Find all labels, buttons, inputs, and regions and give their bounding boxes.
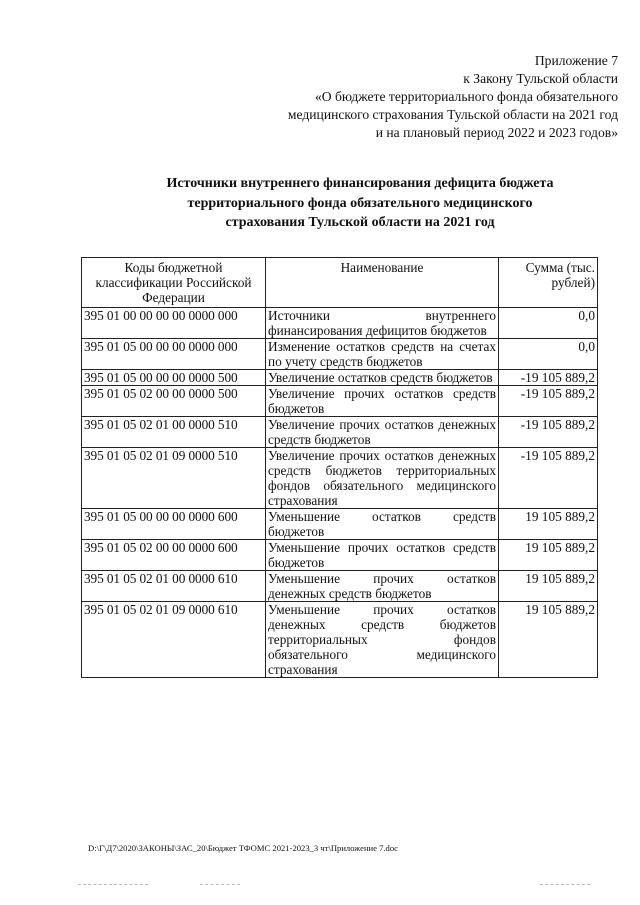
row-name: Изменение остатков средств на счетах по учету средств бюджетов xyxy=(266,339,499,370)
financing-sources-table xyxy=(81,257,598,678)
row-code: 395 01 05 02 01 00 0000 610 xyxy=(82,571,266,602)
row-sum: 19 105 889,2 xyxy=(499,540,598,571)
table-row xyxy=(82,370,598,386)
file-path-footer: D:\Г\Д7\2020\ЗАКОНЫ\ЗАС_20\Бюджет ТФОМС 2021-2023_3 чт\Приложение 7.doc xyxy=(88,843,398,853)
table-header-row xyxy=(82,258,598,308)
appendix-line-3: «О бюджете территориального фонда обязательного xyxy=(314,89,618,104)
row-name: Увеличение прочих остатков денежных средств бюджетов xyxy=(266,417,499,448)
row-code: 395 01 05 02 00 00 0000 600 xyxy=(82,540,266,571)
row-sum: 19 105 889,2 xyxy=(499,602,598,678)
table-row xyxy=(82,386,598,417)
row-sum: -19 105 889,2 xyxy=(499,448,598,509)
row-code: 395 01 05 02 01 00 0000 510 xyxy=(82,417,266,448)
row-code: 395 01 05 02 00 00 0000 500 xyxy=(82,386,266,417)
header-sum: Сумма (тыс. рублей) xyxy=(499,258,598,308)
row-code: 395 01 05 00 00 00 0000 000 xyxy=(82,339,266,370)
row-sum: -19 105 889,2 xyxy=(499,386,598,417)
table-row xyxy=(82,448,598,509)
header-code: Коды бюджетной классификации Российской Федерации xyxy=(82,258,266,308)
document-title xyxy=(80,174,640,233)
appendix-line-4: медицинского страхования Тульской области на 2021 год xyxy=(287,107,618,122)
table-row xyxy=(82,308,598,339)
header-name: Наименование xyxy=(266,258,499,308)
appendix-header xyxy=(158,52,618,142)
row-name: Уменьшение остатков средств бюджетов xyxy=(266,509,499,540)
table-row xyxy=(82,417,598,448)
row-name: Уменьшение прочих остатков денежных средств бюджетов xyxy=(266,571,499,602)
table-row xyxy=(82,571,598,602)
appendix-line-2: к Закону Тульской области xyxy=(463,71,618,86)
row-name: Увеличение прочих остатков средств бюджетов xyxy=(266,386,499,417)
title-line-1: Источники внутреннего финансирования дефицита бюджета xyxy=(166,176,554,191)
row-sum: 0,0 xyxy=(499,339,598,370)
appendix-line-5: и на плановый период 2022 и 2023 годов» xyxy=(375,125,618,140)
scan-artifact-line xyxy=(78,884,148,885)
title-line-3: страхования Тульской области на 2021 год xyxy=(225,215,495,230)
table-row xyxy=(82,509,598,540)
appendix-line-1: Приложение 7 xyxy=(534,53,618,68)
table-row xyxy=(82,339,598,370)
row-name: Увеличение прочих остатков денежных средств бюджетов территориальных фондов обязательного медицинского страхования xyxy=(266,448,499,509)
row-sum: 0,0 xyxy=(499,308,598,339)
row-sum: -19 105 889,2 xyxy=(499,417,598,448)
row-name: Уменьшение прочих остатков средств бюджетов xyxy=(266,540,499,571)
table-row xyxy=(82,602,598,678)
title-line-2: территориального фонда обязательного медицинского xyxy=(187,195,533,211)
row-sum: 19 105 889,2 xyxy=(499,509,598,540)
row-name: Источники внутреннего финансирования дефицитов бюджетов xyxy=(266,308,499,339)
scan-artifact-line xyxy=(200,884,240,885)
row-name: Увеличение остатков средств бюджетов xyxy=(266,370,499,386)
row-sum: -19 105 889,2 xyxy=(499,370,598,386)
row-code: 395 01 05 00 00 00 0000 600 xyxy=(82,509,266,540)
table-row xyxy=(82,540,598,571)
row-code: 395 01 05 02 01 09 0000 610 xyxy=(82,602,266,678)
row-code: 395 01 00 00 00 00 0000 000 xyxy=(82,308,266,339)
row-name: Уменьшение прочих остатков денежных средств бюджетов территориальных фондов обязательного медицинского страхования xyxy=(266,602,499,678)
row-code: 395 01 05 00 00 00 0000 500 xyxy=(82,370,266,386)
row-sum: 19 105 889,2 xyxy=(499,571,598,602)
scan-artifact-line xyxy=(540,884,590,885)
row-code: 395 01 05 02 01 09 0000 510 xyxy=(82,448,266,509)
